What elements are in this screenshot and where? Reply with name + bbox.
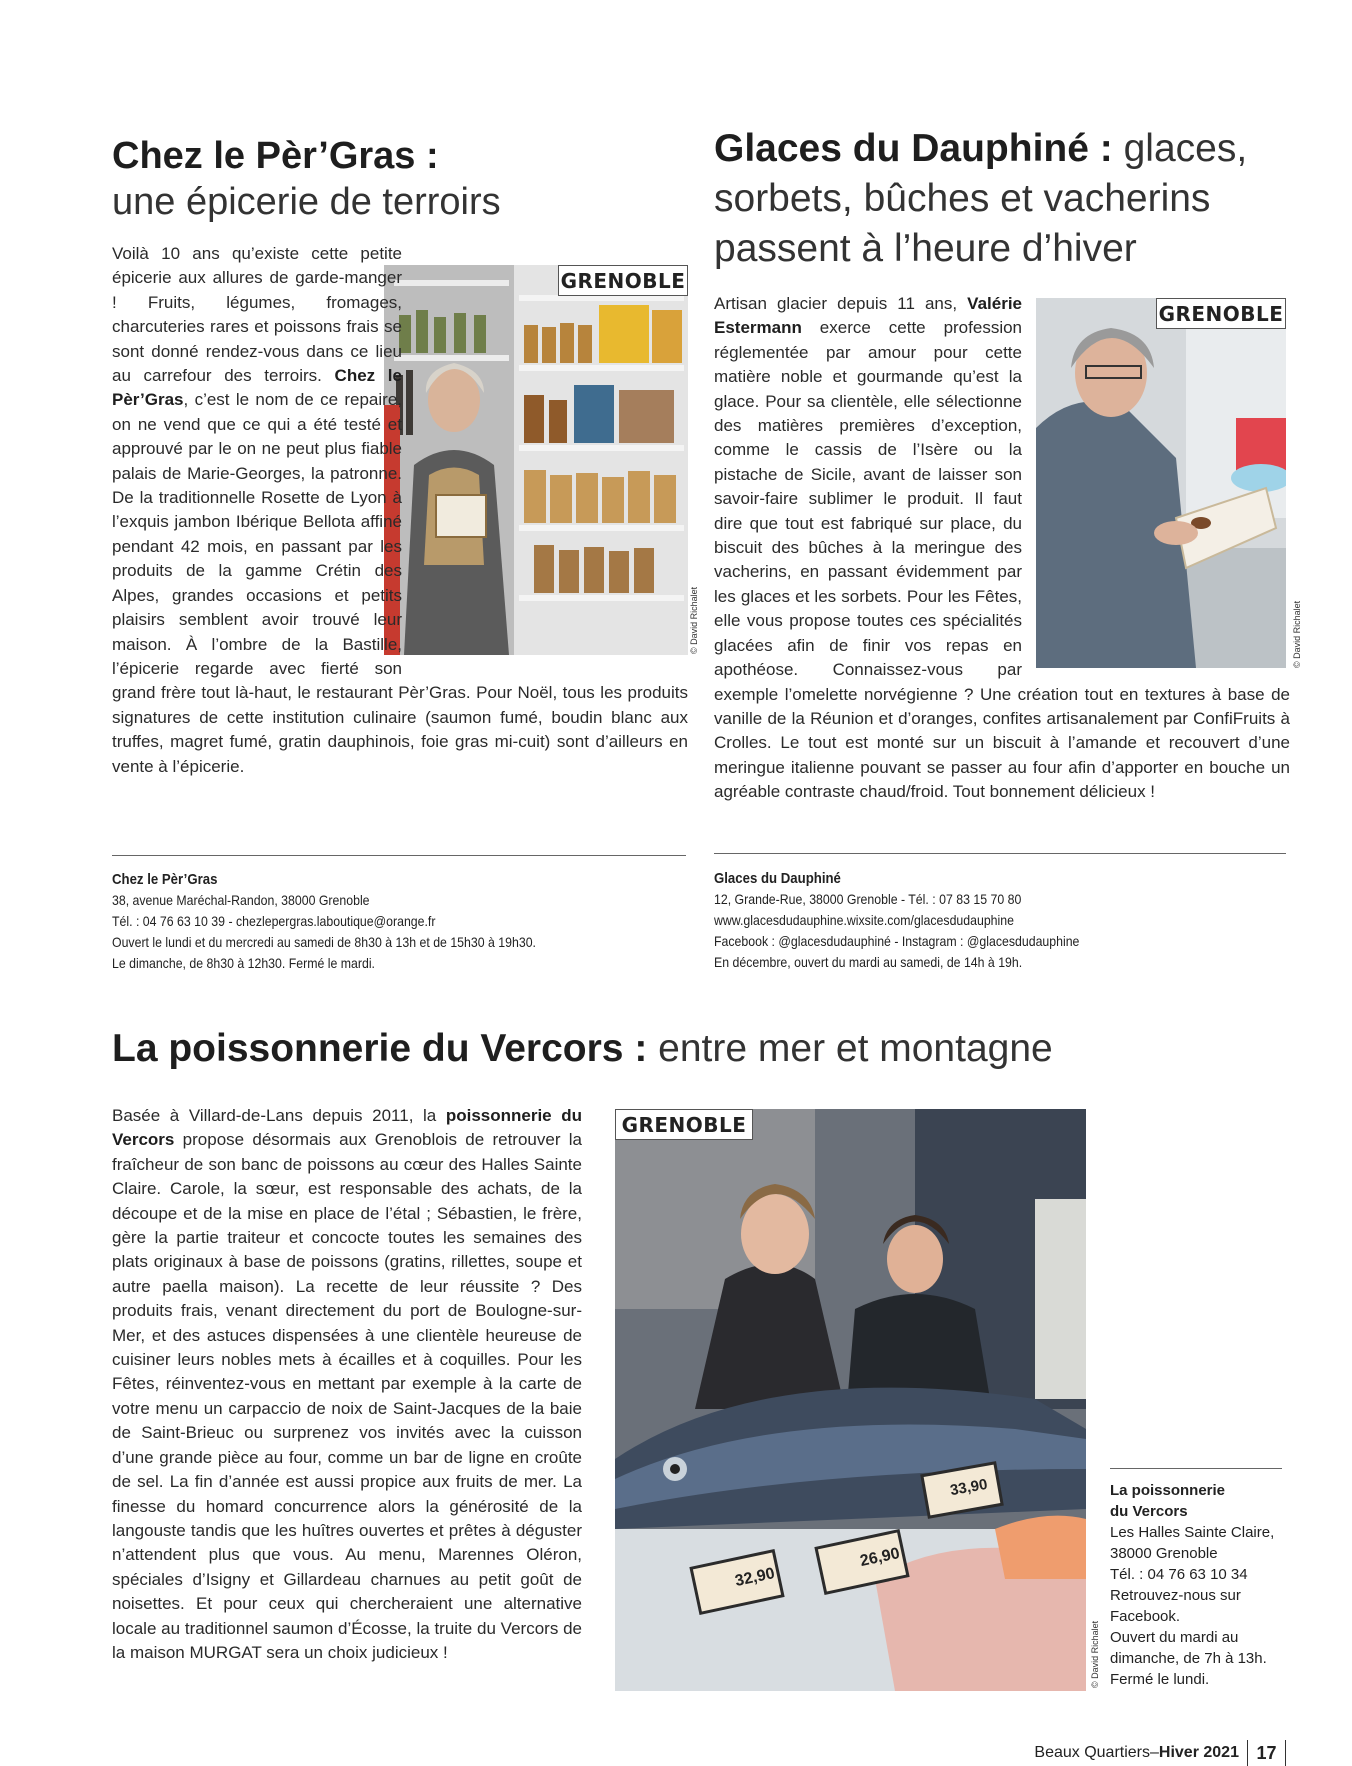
article1-body-mid: , c’est le nom de ce repaire, on ne vend que ce qui a été testé et approuvé par le on ne peut plus fiable palais de Marie-Georges, la patronne. De la traditionnelle Rosette de Lyon à l’exquis jambon Ibérique Bellota affiné pendant 42 mois, en passant par les produits de la gamme Crétin des Alpes, <box>112 390 402 605</box>
article2-title-bold: Glaces du Dauphiné : <box>714 127 1113 170</box>
article3-info-line1: Les Halles Sainte Claire, <box>1110 1524 1275 1541</box>
article2-title <box>714 124 1334 274</box>
footer-page-number: 17 <box>1256 1742 1277 1763</box>
article2-body-top: exerce cette profession réglementée par amour pour cette matière noble et gourmande qu’est la glace. Pour sa clientèle, elle sélectionne des matières premières d’exception, comme le cassis de l’Isère ou la pistache de Sicile, avant de laisser son savoir-faire sublimer le produit. Il faut dire que tout est fabriqué sur place, du biscuit des bûches à la meringue des vacherins, en passant évidemment par les glaces et les sorbets. Pour les Fêtes, elle vous propose toutes ces spécialités glacées afin de finir vos repas en apothéose. <box>714 318 1022 680</box>
article3-info-name-1: La poissonnerie <box>1110 1482 1226 1499</box>
article1-photo-credit: © David Richalet <box>689 586 699 654</box>
article3-info-line7: dimanche, de 7h à 13h. <box>1110 1650 1267 1667</box>
article1-location-badge: GRENOBLE <box>558 265 688 296</box>
article1-wrap-spacer <box>402 242 688 668</box>
article3-info-box <box>1110 1480 1300 1690</box>
article2-title-light-2: sorbets, bûches et vacherins <box>714 177 1211 220</box>
article2-location-badge: GRENOBLE <box>1156 298 1286 329</box>
article3-info-line3: Tél. : 04 76 63 10 34 <box>1110 1566 1248 1583</box>
article1-info-address: 38, avenue Maréchal-Randon, 38000 Grenoble <box>112 892 370 908</box>
article2-body-bottom: Connaissez-vous par exemple l’omelette norvégienne ? Une création tout en textures à base de vanille de la Réunion et d’oranges, confites artisanalement par ConfiFruits à Crolles. Le tout est monté sur un biscuit à l’amande et recouvert d’une meringue italienne pouvant se passer au four afin d’apporter en bouche un agréable contraste chaud/froid. Tout bonnement délicieux ! <box>714 660 1290 802</box>
article2-wrap-spacer <box>1022 292 1290 680</box>
footer-divider-right <box>1285 1740 1287 1766</box>
article3-info-line5: Facebook. <box>1110 1608 1181 1625</box>
article3-info-line2: 38000 Grenoble <box>1110 1545 1218 1562</box>
price-tag-3-label: 33,90 <box>948 1475 989 1500</box>
article1-body <box>112 242 688 779</box>
article3-body-bold: poissonnerie du Vercors <box>112 1106 582 1150</box>
footer-dash: – <box>1150 1744 1159 1761</box>
page-footer <box>1034 1740 1286 1766</box>
article1-info-box <box>112 869 536 974</box>
article1-body-paragraph <box>112 242 688 779</box>
article2-body <box>714 292 1290 805</box>
article3-body <box>112 1104 582 1665</box>
article1-info-contact: Tél. : 04 76 63 10 39 - chezlepergras.laboutique@orange.fr <box>112 913 436 929</box>
fishmonger-illustration <box>615 1109 1086 1691</box>
article2-body-intro: Artisan glacier depuis 11 ans, <box>714 294 968 313</box>
article3-info-line6: Ouvert du mardi au <box>1110 1629 1239 1646</box>
article3-title-light: entre mer et montagne <box>647 1027 1053 1070</box>
article3-title-bold: La poissonnerie du Vercors : <box>112 1027 648 1070</box>
article2-body-bold: Valérie Estermann <box>714 294 1022 338</box>
article2-info-box <box>714 868 1079 973</box>
article3-body-rest: propose désormais aux Grenoblois de retrouver la fraîcheur de son banc de poissons au cœur des Halles Sainte Claire. Carole, la sœur, est responsable des achats, de la découpe et de la mise en place de l’étal ; Sébastien, le frère, gère la partie traiteur et concocte toutes les semaines des plats originaux à base de poissons (gratins, rillettes, soupe et autre paella maison). La recette de leur réussite ? Des produits frais, venant directement du port de Boulogne-sur-Mer, et des astuces dispensées à une clientèle heureuse de cuisiner leurs nobles mets à écailles et à coquilles. Pour les Fêtes, réinventez-vous en mettant par exemple à la carte de votre menu un carpaccio de noix de Saint-Jacques de la baie de Saint-Brieuc ou surprenez vos invités avec la cuisson d’une grande pièce au four, comme un bar de ligne en croûte de sel. La fin d’année est aussi propice aux fruits de mer. La finesse du homard concurrence alors la générosité de la langouste tandis que les huîtres ouvertes et prêtes à déguster n’attendent plus que vous. Au menu, Marennes Oléron, spéciales d’Isigny et Gillardeau charnues au petit goût de noisettes. Et pour ceux qui chercheraient une alternative locale au traditionnel saumon d’Écosse, la truite du Vercors de la maison MURGAT sera un choix judicieux ! <box>112 1130 582 1662</box>
article1-body-bold: Chez le Pèr’Gras <box>112 366 402 410</box>
article3-location-badge: GRENOBLE <box>615 1109 753 1140</box>
article3-photo-credit: © David Richalet <box>1090 1620 1100 1688</box>
article2-info-website: www.glacesdudauphine.wixsite.com/glacesdudauphine <box>714 912 1014 928</box>
article1-body-top: Voilà 10 ans qu’existe cette petite épicerie aux allures de garde-manger ! Fruits, légumes, fromages, charcuteries rares et poissons frais se sont donné rendez-vous dans ce lieu au carrefour des terroirs. <box>112 244 402 386</box>
article2-title-light-1: glaces, <box>1112 127 1248 170</box>
article2-body-paragraph <box>714 292 1290 805</box>
footer-issue: Hiver 2021 <box>1158 1744 1239 1761</box>
article2-info-name: Glaces du Dauphiné <box>714 870 841 887</box>
article3-info-line8: Fermé le lundi. <box>1110 1671 1210 1688</box>
article3-info-name-2: du Vercors <box>1110 1503 1188 1520</box>
article2-info-address: 12, Grande-Rue, 38000 Grenoble - Tél. : 07 83 15 70 80 <box>714 891 1022 907</box>
article1-title-light: une épicerie de terroirs <box>112 181 501 223</box>
article2-title-light-3: passent à l’heure d’hiver <box>714 227 1137 270</box>
article1-body-bottom: grandes occasions et petits plaisirs semblent avoir trouvé leur maison. À l’ombre de la Bastille, l’épicerie regarde avec fierté son grand frère tout là-haut, le restaurant Pèr’Gras. Pour Noël, tous les produits signatures de cette institution culinaire (saumon fumé, boudin blanc aux truffes, magret fumé, gratin dauphinois, foie gras mi-cuit) sont d’ailleurs en vente à l’épicerie. <box>112 585 688 776</box>
article1-title-bold: Chez le Pèr’Gras : <box>112 135 439 177</box>
article2-photo-credit: © David Richalet <box>1292 600 1302 668</box>
article2-info-rule <box>714 853 1286 854</box>
article1-title <box>112 134 501 226</box>
article2-title-line1 <box>714 124 1334 174</box>
article3-info-line4: Retrouvez-nous sur <box>1110 1587 1241 1604</box>
article2-info-hours: En décembre, ouvert du mardi au samedi, de 14h à 19h. <box>714 954 1023 970</box>
article1-info-hours: Ouvert le lundi et du mercredi au samedi de 8h30 à 13h et de 15h30 à 19h30. <box>112 934 536 950</box>
article3-info-rule <box>1110 1468 1282 1469</box>
article3-body-intro: Basée à Villard-de-Lans depuis 2011, la <box>112 1106 446 1125</box>
footer-magazine-name: Beaux Quartiers <box>1034 1744 1150 1761</box>
article3-photo <box>615 1109 1086 1691</box>
article1-info-name: Chez le Pèr’Gras <box>112 871 218 888</box>
footer-divider-left <box>1247 1740 1249 1766</box>
article1-info-rule <box>112 855 686 856</box>
article3-title <box>112 1025 1053 1073</box>
price-tag-2-label: 26,90 <box>858 1545 902 1570</box>
article3-body-paragraph <box>112 1104 582 1665</box>
article2-info-social: Facebook : @glacesdudauphiné - Instagram : @glacesdudauphine <box>714 933 1080 949</box>
price-tag-1-label: 32,90 <box>733 1565 777 1590</box>
article1-info-sunday: Le dimanche, de 8h30 à 12h30. Fermé le mardi. <box>112 955 375 971</box>
